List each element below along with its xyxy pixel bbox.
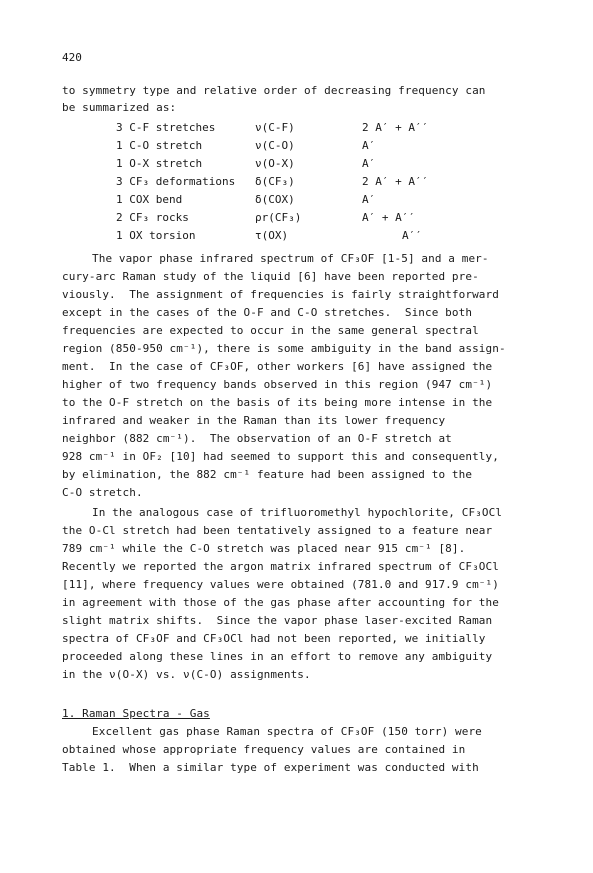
- text-line: the O-Cl stretch had been tentatively assigned to a feature near: [62, 524, 493, 537]
- text-line: region (850-950 cm⁻¹), there is some ambiguity in the band assign-: [62, 342, 506, 355]
- text-line: in the ν(O-X) vs. ν(C-O) assignments.: [62, 668, 311, 681]
- page-number: 420: [62, 51, 82, 64]
- intro-line: be summarized as:: [62, 101, 177, 114]
- text-line: [11], where frequency values were obtained (781.0 and 917.9 cm⁻¹): [62, 578, 499, 591]
- text-line: Recently we reported the argon matrix infrared spectrum of CF₃OCl: [62, 560, 499, 573]
- section-heading: 1. Raman Spectra - Gas: [62, 707, 210, 720]
- mode-type: A′: [362, 139, 376, 152]
- text-line: frequencies are expected to occur in the same general spectral: [62, 324, 479, 337]
- mode-symbol: τ(OX): [255, 229, 289, 242]
- text-line: to the O-F stretch on the basis of its being more intense in the: [62, 396, 493, 409]
- mode-symbol: δ(CF₃): [255, 175, 295, 188]
- mode-type: A′′: [402, 229, 422, 242]
- mode-desc: 1 OX torsion: [116, 229, 196, 242]
- text-line: higher of two frequency bands observed in this region (947 cm⁻¹): [62, 378, 493, 391]
- mode-type: A′: [362, 193, 376, 206]
- mode-symbol: ν(O-X): [255, 157, 295, 170]
- text-line: The vapor phase infrared spectrum of CF₃OF [1-5] and a mer-: [92, 252, 489, 265]
- text-line: neighbor (882 cm⁻¹). The observation of an O-F stretch at: [62, 432, 452, 445]
- text-line: In the analogous case of trifluoromethyl hypochlorite, CF₃OCl: [92, 506, 503, 519]
- mode-type: 2 A′ + A′′: [362, 175, 429, 188]
- text-line: Table 1. When a similar type of experiment was conducted with: [62, 761, 479, 774]
- mode-symbol: ν(C-O): [255, 139, 295, 152]
- mode-desc: 1 COX bend: [116, 193, 183, 206]
- mode-desc: 3 C-F stretches: [116, 121, 216, 134]
- mode-desc: 3 CF₃ deformations: [116, 175, 236, 188]
- text-line: C-O stretch.: [62, 486, 143, 499]
- text-line: by elimination, the 882 cm⁻¹ feature had been assigned to the: [62, 468, 473, 481]
- text-line: Excellent gas phase Raman spectra of CF₃OF (150 torr) were: [92, 725, 482, 738]
- text-line: 789 cm⁻¹ while the C-O stretch was placed near 915 cm⁻¹ [8].: [62, 542, 466, 555]
- mode-symbol: ν(C-F): [255, 121, 295, 134]
- text-line: slight matrix shifts. Since the vapor phase laser-excited Raman: [62, 614, 493, 627]
- text-line: in agreement with those of the gas phase after accounting for the: [62, 596, 499, 609]
- text-line: infrared and weaker in the Raman than its lower frequency: [62, 414, 446, 427]
- mode-symbol: ρr(CF₃): [255, 211, 302, 224]
- text-line: except in the cases of the O-F and C-O stretches. Since both: [62, 306, 473, 319]
- text-line: cury-arc Raman study of the liquid [6] have been reported pre-: [62, 270, 479, 283]
- mode-desc: 2 CF₃ rocks: [116, 211, 189, 224]
- text-line: proceeded along these lines in an effort to remove any ambiguity: [62, 650, 493, 663]
- mode-desc: 1 C-O stretch: [116, 139, 203, 152]
- text-line: obtained whose appropriate frequency values are contained in: [62, 743, 466, 756]
- mode-desc: 1 O-X stretch: [116, 157, 203, 170]
- mode-type: 2 A′ + A′′: [362, 121, 429, 134]
- mode-symbol: δ(COX): [255, 193, 295, 206]
- mode-type: A′: [362, 157, 376, 170]
- text-line: 928 cm⁻¹ in OF₂ [10] had seemed to support this and consequently,: [62, 450, 499, 463]
- text-line: ment. In the case of CF₃OF, other workers [6] have assigned the: [62, 360, 493, 373]
- text-line: spectra of CF₃OF and CF₃OCl had not been reported, we initially: [62, 632, 486, 645]
- text-line: viously. The assignment of frequencies is fairly straightforward: [62, 288, 499, 301]
- mode-type: A′ + A′′: [362, 211, 415, 224]
- intro-line: to symmetry type and relative order of decreasing frequency can: [62, 84, 486, 97]
